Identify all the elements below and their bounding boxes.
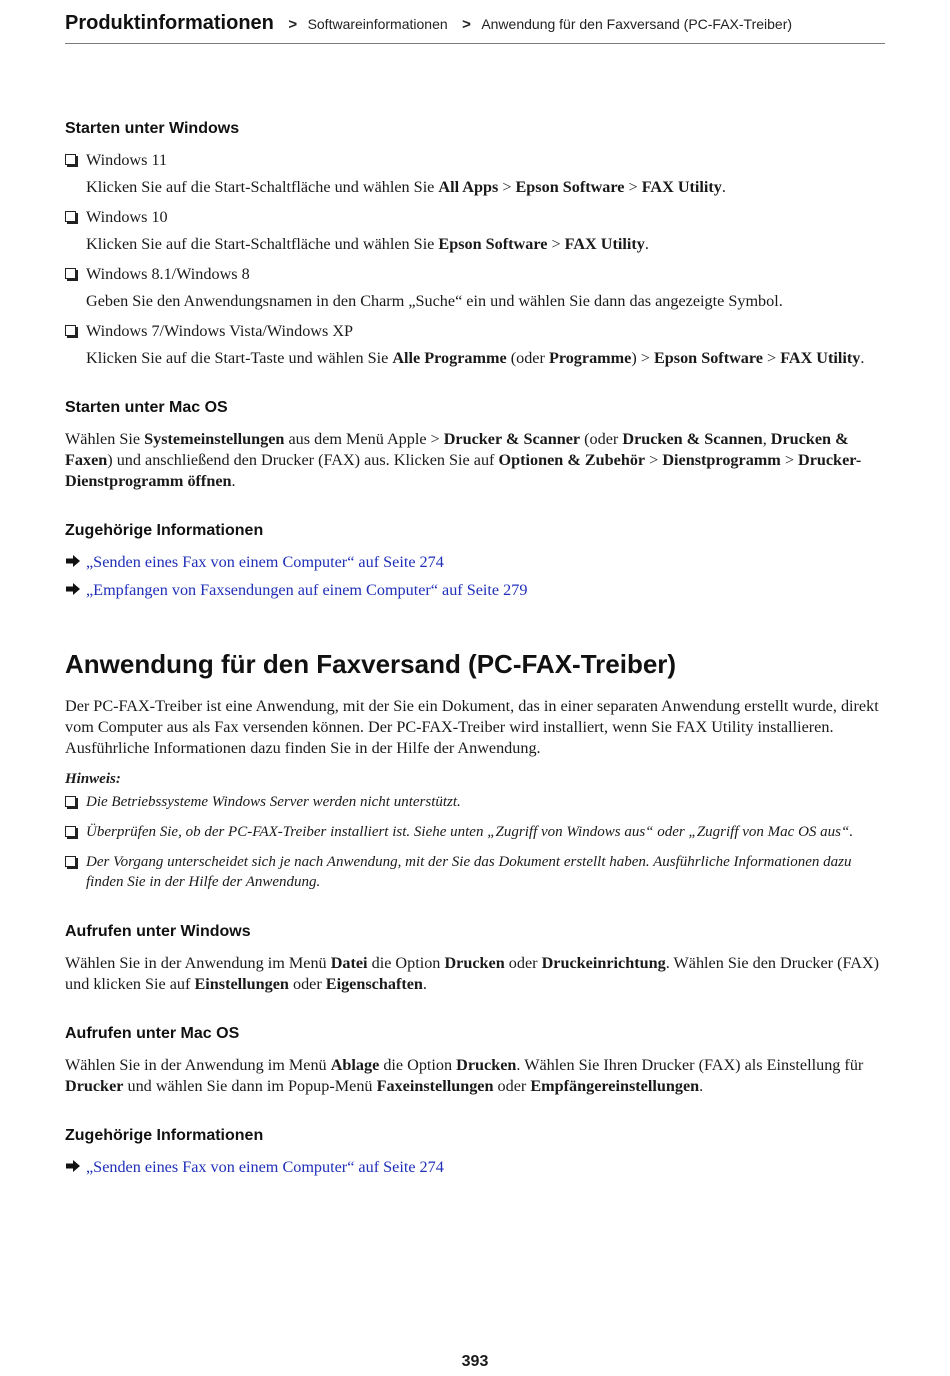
running-header [65,12,885,44]
list-item-windows7 [65,321,885,369]
list-item-windows10 [65,207,885,255]
checkbox-bullet-icon [65,268,76,279]
page-content [65,118,885,1185]
paragraph-call-windows: Wählen Sie in der Anwendung im Menü Datei die Option Drucken oder Druckeinrichtung. Wählen Sie den Drucker (FAX) und klicken Sie auf Einstellungen oder Eigenschaften. [65,954,880,993]
note-item: Die Betriebssysteme Windows Server werden nicht unterstützt. [65,792,885,812]
heading-call-windows: Aufrufen unter Windows [65,923,251,940]
heading-related-info: Zugehörige Informationen [65,1127,264,1144]
related-link[interactable] [65,580,885,601]
paragraph-intro: Der PC-FAX-Treiber ist eine Anwendung, mit der Sie ein Dokument, das in einer separaten Anwendung erstellt wurde, direkt vom Computer aus als Fax versenden können. Der PC-FAX-Treiber wird installiert, wenn Sie FAX Utility installieren. Ausführliche Informationen dazu finden Sie in der Hilfe der Anwendung. [65,697,879,757]
related-link-text[interactable]: „Senden eines Fax von einem Computer“ auf Seite 274 [86,553,444,571]
item-body: Klicken Sie auf die Start-Taste und wählen Sie Alle Programme (oder Programme) > Epson Software > FAX Utility. [86,349,865,367]
item-body: Klicken Sie auf die Start-Schaltfläche und wählen Sie Epson Software > FAX Utility. [86,235,649,253]
checkbox-bullet-icon [65,856,76,867]
note-item: Überprüfen Sie, ob der PC-FAX-Treiber installiert ist. Siehe unten „Zugriff von Windows aus“ oder „Zugriff von Mac OS aus“. [65,822,885,842]
arrow-right-icon [65,553,81,569]
breadcrumb-separator: > [288,16,298,33]
item-title: Windows 10 [86,208,168,226]
paragraph-call-mac: Wählen Sie in der Anwendung im Menü Ablage die Option Drucken. Wählen Sie Ihren Drucker (FAX) als Einstellung für Drucker und wählen Sie dann im Popup-Menü Faxeinstellungen oder Empfängereinstellungen. [65,1056,864,1095]
list-item-windows8 [65,264,885,312]
list-item-windows11 [65,150,885,198]
checkbox-bullet-icon [65,211,76,222]
paragraph-start-mac: Wählen Sie Systemeinstellungen aus dem Menü Apple > Drucker & Scanner (oder Drucken & Scannen, Drucken & Faxen) und anschließend den Drucker (FAX) aus. Klicken Sie auf Optionen & Zubehör > Dienstprogramm > Drucker-Dienstprogramm öffnen. [65,430,862,490]
related-link-text[interactable]: „Senden eines Fax von einem Computer“ auf Seite 274 [86,1158,444,1176]
heading-related-info: Zugehörige Informationen [65,522,264,539]
breadcrumb-separator: > [462,16,471,33]
item-title: Windows 11 [86,151,168,169]
heading-start-windows: Starten unter Windows [65,120,240,137]
checkbox-bullet-icon [65,154,76,165]
header-title: Produktinformationen [65,12,274,34]
arrow-right-icon [65,581,81,597]
heading-call-mac: Aufrufen unter Mac OS [65,1025,240,1042]
section-heading-pcfax: Anwendung für den Faxversand (PC-FAX-Treiber) [65,649,677,679]
note-item: Der Vorgang unterscheidet sich je nach Anwendung, mit der Sie das Dokument erstellt haben. Ausführliche Informationen dazu finden Sie in der Hilfe der Anwendung. [65,852,885,892]
related-link[interactable] [65,552,885,573]
item-body: Geben Sie den Anwendungsnamen in den Charm „Suche“ ein und wählen Sie dann das angezeigte Symbol. [86,292,783,310]
checkbox-bullet-icon [65,796,76,807]
related-link-text[interactable]: „Empfangen von Faxsendungen auf einem Computer“ auf Seite 279 [86,581,528,599]
page-number: 393 [461,1353,489,1370]
item-body: Klicken Sie auf die Start-Schaltfläche und wählen Sie All Apps > Epson Software > FAX Utility. [86,178,726,196]
related-link[interactable] [65,1157,885,1178]
checkbox-bullet-icon [65,826,76,837]
breadcrumb-software: Softwareinformationen [307,16,448,32]
breadcrumb-current: Anwendung für den Faxversand (PC-FAX-Treiber) [481,16,793,32]
checkbox-bullet-icon [65,325,76,336]
note-title: Hinweis: [65,771,121,787]
item-title: Windows 8.1/Windows 8 [86,265,250,283]
item-title: Windows 7/Windows Vista/Windows XP [86,322,354,340]
arrow-right-icon [65,1158,81,1174]
heading-start-mac: Starten unter Mac OS [65,399,228,416]
